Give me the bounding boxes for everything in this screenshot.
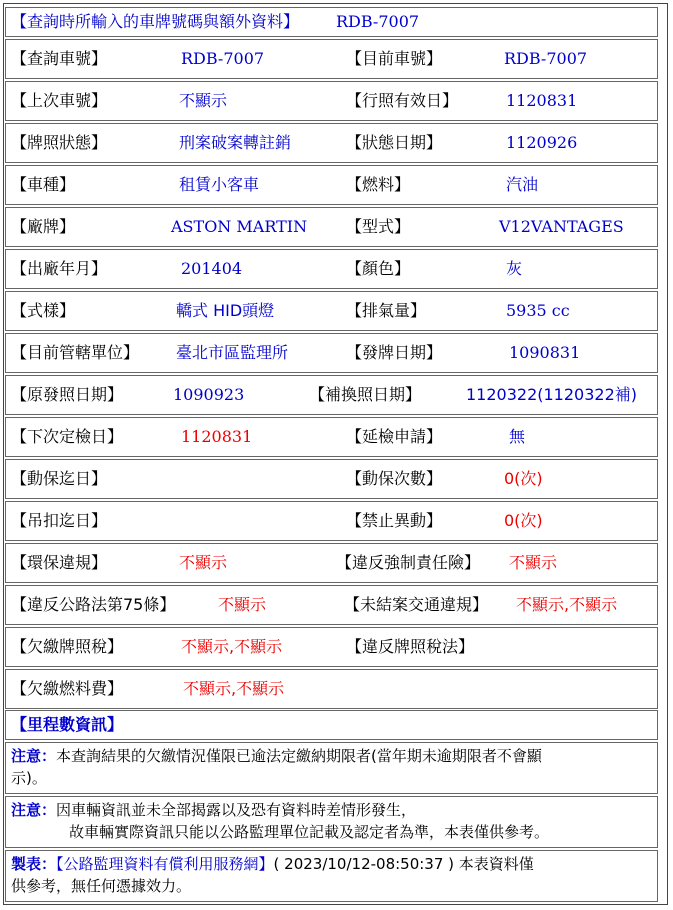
info-row	[5, 459, 658, 499]
note-1-key: 注意：	[11, 747, 57, 765]
field-label: 【欠繳牌照稅】	[11, 637, 124, 656]
info-row	[5, 669, 658, 709]
info-row	[5, 249, 658, 289]
info-row	[5, 585, 658, 625]
field-label: 【欠繳燃料費】	[11, 679, 124, 698]
info-row	[5, 39, 658, 79]
note-1-text: 本查詢結果的欠繳情況僅限已逾法定繳納期限者(當年期未逾期限者不會顯	[56, 747, 542, 765]
field-label: 【出廠年月】	[11, 259, 108, 278]
footer-text-cont: 供參考，無任何憑據效力。	[11, 877, 192, 895]
field-label: 【違反牌照稅法】	[346, 637, 475, 656]
info-row	[5, 417, 658, 457]
field-value: 1120831	[181, 427, 253, 446]
header-title: 【查詢時所輸入的車牌號碼與額外資料】	[11, 12, 300, 31]
field-label: 【行照有效日】	[346, 91, 459, 110]
field-label: 【吊扣迄日】	[11, 511, 108, 530]
field-label: 【型式】	[346, 217, 411, 236]
info-row	[5, 627, 658, 667]
field-label: 【原發照日期】	[11, 385, 124, 404]
info-row	[5, 375, 658, 415]
field-value: ASTON MARTIN	[171, 217, 308, 236]
field-label: 【狀態日期】	[346, 133, 443, 152]
field-label: 【目前管轄單位】	[11, 343, 140, 362]
field-label: 【延檢申請】	[346, 427, 443, 446]
field-value: 1120322(1120322補)	[466, 385, 638, 404]
mileage-label: 【里程數資訊】	[11, 715, 124, 734]
field-value: 201404	[181, 259, 243, 278]
info-row	[5, 165, 658, 205]
field-label: 【牌照狀態】	[11, 133, 108, 152]
field-label: 【顏色】	[346, 259, 411, 278]
field-label: 【下次定檢日】	[11, 427, 124, 446]
field-label: 【式樣】	[11, 301, 76, 320]
header-row	[5, 7, 658, 37]
field-value: 0(次)	[504, 511, 543, 530]
info-row	[5, 291, 658, 331]
info-row	[5, 207, 658, 247]
info-row	[5, 123, 658, 163]
field-value: RDB-7007	[181, 49, 265, 68]
field-value: V12VANTAGES	[499, 217, 624, 236]
field-value: 1120831	[506, 91, 578, 110]
field-value: 不顯示,不顯示	[516, 595, 618, 614]
field-label: 【排氣量】	[346, 301, 427, 320]
info-row	[5, 81, 658, 121]
footer-source: 【公路監理資料有償利用服務網】	[56, 855, 274, 873]
field-value: 租賃小客車	[179, 175, 260, 194]
field-value: 1090923	[173, 385, 245, 404]
field-value: 不顯示	[218, 595, 267, 614]
info-row	[5, 543, 658, 583]
field-label: 【禁止異動】	[346, 511, 443, 530]
info-row	[5, 501, 658, 541]
footer-row	[5, 850, 658, 902]
field-value: 不顯示,不顯示	[183, 679, 285, 698]
field-value: 0(次)	[504, 469, 543, 488]
footer-key: 製表：	[11, 855, 57, 873]
field-value: 不顯示	[179, 553, 228, 572]
field-value: 不顯示,不顯示	[181, 637, 283, 656]
field-value: 不顯示	[509, 553, 558, 572]
field-value: RDB-7007	[504, 49, 588, 68]
field-label: 【燃料】	[346, 175, 411, 194]
field-value: 無	[509, 427, 526, 446]
field-label: 【違反公路法第75條】	[11, 595, 176, 614]
note-2-text-cont: 故車輛實際資訊只能以公路監理單位記載及認定者為準，本表僅供參考。	[69, 823, 550, 841]
field-value: 臺北市區監理所	[176, 343, 289, 362]
field-value: 汽油	[506, 175, 539, 194]
field-label: 【違反強制責任險】	[336, 553, 481, 572]
note-1-text-cont: 示)。	[11, 769, 47, 787]
field-label: 【環保違規】	[11, 553, 108, 572]
field-label: 【車種】	[11, 175, 76, 194]
note-2	[5, 796, 658, 848]
field-value: 1090831	[509, 343, 581, 362]
field-label: 【上次車號】	[11, 91, 108, 110]
field-value: 灰	[506, 259, 523, 278]
field-label: 【查詢車號】	[11, 49, 108, 68]
footer-timestamp: ( 2023/10/12-08:50:37 ) 本表資料僅	[273, 855, 534, 873]
field-value: 5935 cc	[506, 301, 570, 320]
field-label: 【發牌日期】	[346, 343, 443, 362]
field-value: 1120926	[506, 133, 578, 152]
note-2-text: 因車輛資訊並未全部揭露以及恐有資料時差情形發生，	[56, 801, 417, 819]
header-plate: RDB-7007	[336, 12, 420, 31]
field-label: 【動保次數】	[346, 469, 443, 488]
field-label: 【動保迄日】	[11, 469, 108, 488]
field-value: 不顯示	[179, 91, 228, 110]
note-1	[5, 742, 658, 794]
field-value: 刑案破案轉註銷	[179, 133, 292, 152]
info-row	[5, 333, 658, 373]
field-label: 【補換照日期】	[309, 385, 422, 404]
note-2-key: 注意：	[11, 801, 57, 819]
field-value: 轎式 HID頭燈	[176, 301, 275, 320]
field-label: 【未結案交通違規】	[344, 595, 489, 614]
mileage-row	[5, 710, 658, 740]
field-label: 【目前車號】	[346, 49, 443, 68]
field-label: 【廠牌】	[11, 217, 76, 236]
